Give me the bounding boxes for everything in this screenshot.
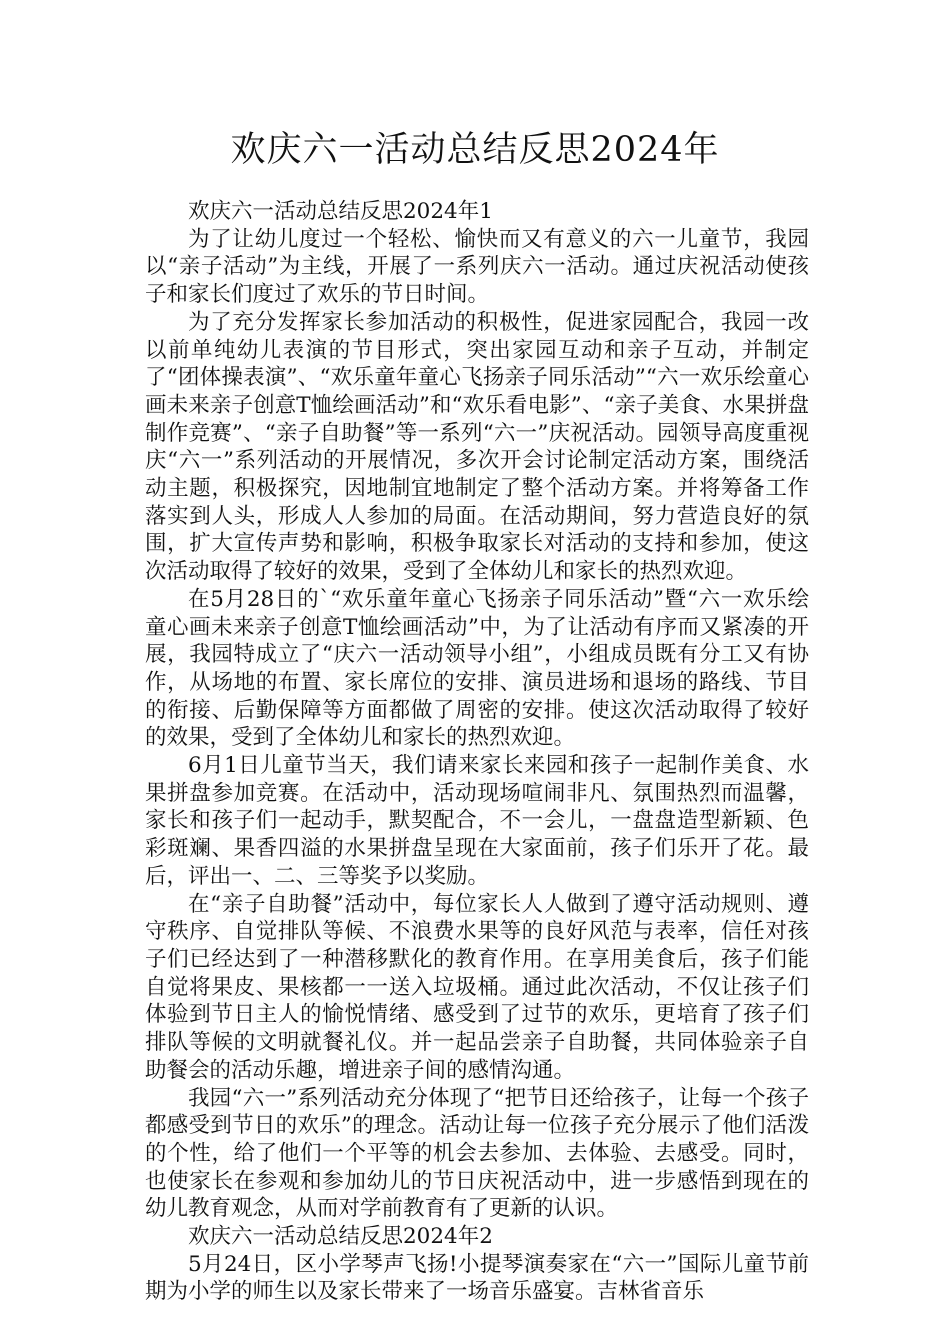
- document-title: 欢庆六一活动总结反思2024年: [230, 130, 720, 170]
- section-heading-2: 欢庆六一活动总结反思2024年2: [188, 1224, 493, 1250]
- paragraph: 我园“六一”系列活动充分体现了“把节日还给孩子，让每一个孩子都感受到节日的欢乐”的理念。活动让每一位孩子充分展示了他们活泼的个性，给了他们一个平等的机会去参加、去体验、去感受。同时，也使家长在参观和参加幼儿的节日庆祝活动中，进一步感悟到现在的幼儿教育观念，从而对学前教育有了更新的认识。: [145, 1085, 809, 1222]
- paragraph: 5月24日，区小学琴声飞扬!小提琴演奏家在“六一”国际儿童节前期为小学的师生以及家长带来了一场音乐盛宴。吉林省音乐: [145, 1251, 809, 1305]
- paragraph: 6月1日儿童节当天，我们请来家长来园和孩子一起制作美食、水果拼盘参加竞赛。在活动中，活动现场喧闹非凡、氛围热烈而温馨，家长和孩子们一起动手，默契配合，不一会儿，一盘盘造型新颖、色彩斑斓、果香四溢的水果拼盘呈现在大家面前，孩子们乐开了花。最后，评出一、二、三等奖予以奖励。: [145, 753, 809, 889]
- paragraph: 为了充分发挥家长参加活动的积极性，促进家园配合，我园一改以前单纯幼儿表演的节目形式，突出家园互动和亲子互动，并制定了“团体操表演”、“欢乐童年童心飞扬亲子同乐活动”“六一欢乐绘童心画未来亲子创意T恤绘画活动”和“欢乐看电影”、“亲子美食、水果拼盘制作竞赛”、“亲子自助餐”等一系列“六一”庆祝活动。园领导高度重视庆“六一”系列活动的开展情况，多次开会讨论制定活动方案，围绕活动主题，积极探究，因地制宜地制定了整个活动方案。并将筹备工作落实到人头，形成人人参加的局面。在活动期间，努力营造良好的氛围，扩大宣传声势和影响，积极争取家长对活动的支持和参加，使这次活动取得了较好的效果，受到了全体幼儿和家长的热烈欢迎。: [145, 309, 809, 585]
- paragraph: 在5月28日的`“欢乐童年童心飞扬亲子同乐活动”暨“六一欢乐绘童心画未来亲子创意T恤绘画活动”中，为了让活动有序而又紧凑的开展，我园特成立了“庆六一活动领导小组”，小组成员既有分工又有协作，从场地的布置、家长席位的安排、演员进场和退场的路线、节目的衔接、后勤保障等方面都做了周密的安排。使这次活动取得了较好的效果，受到了全体幼儿和家长的热烈欢迎。: [145, 586, 809, 751]
- paragraph: 在“亲子自助餐”活动中，每位家长人人做到了遵守活动规则、遵守秩序、自觉排队等候、不浪费水果等的良好风范与表率，信任对孩子们已经达到了一种潜移默化的教育作用。在享用美食后，孩子们能自觉将果皮、果核都一一送入垃圾桶。通过此次活动，不仅让孩子们体验到节日主人的愉悦情绪、感受到了过节的欢乐，更培育了孩子们排队等候的文明就餐礼仪。并一起品尝亲子自助餐，共同体验亲子自助餐会的活动乐趣，增进亲子间的感情沟通。: [145, 891, 809, 1083]
- document-body: [145, 198, 809, 1306]
- paragraph: 为了让幼儿度过一个轻松、愉快而又有意义的六一儿童节，我园以“亲子活动”为主线，开展了一系列庆六一活动。通过庆祝活动使孩子和家长们度过了欢乐的节日时间。: [145, 226, 809, 308]
- section-heading-1: 欢庆六一活动总结反思2024年1: [188, 199, 493, 224]
